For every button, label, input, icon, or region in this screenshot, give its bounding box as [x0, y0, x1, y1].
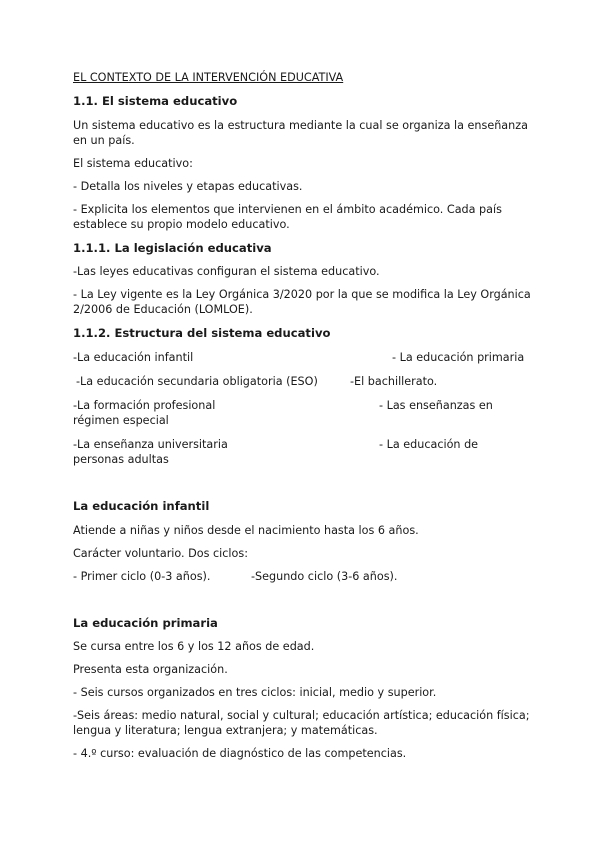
paragraph-primaria-areas: -Seis áreas: medio natural, social y cultural; educación artística; educación física; lengua y literatura; lengua extranjera; y matemáticas.	[73, 709, 530, 737]
item-eso: -La educación secundaria obligatoria (ESO)	[76, 375, 318, 388]
heading-legislacion: 1.1.1. La legislación educativa	[73, 241, 272, 255]
paragraph-primaria-evaluacion: - 4.º curso: evaluación de diagnóstico de las competencias.	[73, 747, 407, 760]
heading-sistema-educativo: 1.1. El sistema educativo	[73, 94, 238, 108]
document-page	[73, 70, 533, 761]
estructura-row-1	[73, 350, 533, 365]
item-primer-ciclo: - Primer ciclo (0-3 años).	[73, 570, 211, 583]
heading-estructura: 1.1.2. Estructura del sistema educativo	[73, 326, 331, 340]
heading-educacion-primaria: La educación primaria	[73, 616, 218, 630]
paragraph-primaria-organizacion: Presenta esta organización.	[73, 663, 228, 676]
estructura-row-4	[73, 437, 533, 452]
item-universitaria: -La enseñanza universitaria	[73, 438, 228, 451]
item-regimen-especial-cont: régimen especial	[73, 414, 169, 427]
paragraph-primaria-cursos: - Seis cursos organizados en tres ciclos: inicial, medio y superior.	[73, 686, 437, 699]
item-personas-adultas: - La educación de	[379, 438, 479, 451]
paragraph-elementos: - Explicita los elementos que intervienen en el ámbito académico. Cada país establece su propio modelo educativo.	[73, 203, 502, 231]
item-infantil: -La educación infantil	[73, 351, 194, 364]
heading-educacion-infantil: La educación infantil	[73, 499, 210, 513]
paragraph-infantil-caracter: Carácter voluntario. Dos ciclos:	[73, 547, 248, 560]
paragraph-primaria-cursa: Se cursa entre los 6 y los 12 años de edad.	[73, 640, 315, 653]
paragraph-niveles: - Detalla los niveles y etapas educativas.	[73, 180, 303, 193]
document-title: EL CONTEXTO DE LA INTERVENCIÓN EDUCATIVA	[73, 71, 344, 84]
item-segundo-ciclo: -Segundo ciclo (3-6 años).	[251, 570, 398, 583]
infantil-ciclos	[73, 569, 533, 584]
item-personas-adultas-cont: personas adultas	[73, 453, 169, 466]
item-bachillerato: -El bachillerato.	[350, 375, 438, 388]
paragraph-leyes: -Las leyes educativas configuran el sistema educativo.	[73, 265, 380, 278]
paragraph-ley-vigente: - La Ley vigente es la Ley Orgánica 3/2020 por la que se modifica la Ley Orgánica 2/2006 de Educación (LOMLOE).	[73, 288, 531, 316]
item-primaria: - La educación primaria	[392, 351, 525, 364]
item-formacion-profesional: -La formación profesional	[73, 399, 216, 412]
paragraph-infantil-atiende: Atiende a niñas y niños desde el nacimiento hasta los 6 años.	[73, 524, 419, 537]
item-regimen-especial: - Las enseñanzas en	[379, 399, 493, 412]
estructura-row-3	[73, 398, 533, 413]
paragraph-sistema-intro: El sistema educativo:	[73, 157, 193, 170]
paragraph-definicion: Un sistema educativo es la estructura mediante la cual se organiza la enseñanza en un país.	[73, 119, 528, 147]
estructura-row-2	[73, 374, 533, 389]
